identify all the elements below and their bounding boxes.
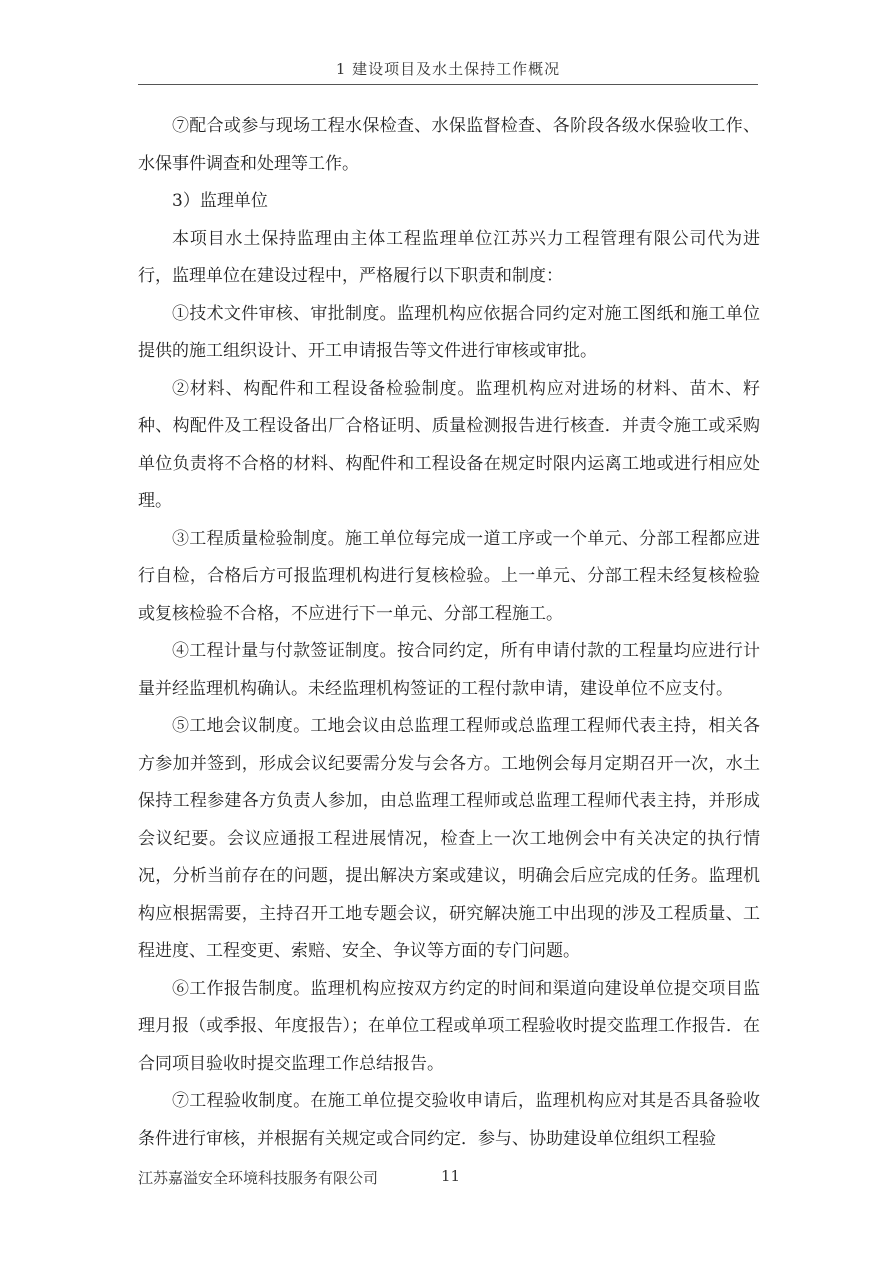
page-header: 1 建设项目及水土保持工作概况 <box>335 60 561 78</box>
footer-company: 江苏嘉溢安全环境科技服务有限公司 <box>138 1169 379 1187</box>
body-text <box>138 108 760 1158</box>
paragraph-payment-certification: ④工程计量与付款签证制度。按合同约定，所有申请付款的工程量均应进行计量并经监理机构确认。未经监理机构签证的工程付款申请，建设单位不应支付。 <box>138 641 760 699</box>
paragraph-work-reports: ⑥工作报告制度。监理机构应按双方约定的时间和渠道向建设单位提交项目监理月报（或季报、年度报告）；在单位工程或单项工程验收时提交监理工作报告．在合同项目验收时提交监理工作总结报告。 <box>138 978 760 1074</box>
paragraph-assist-inspection: ⑦配合或参与现场工程水保检查、水保监督检查、各阶段各级水保验收工作、水保事件调查和处理等工作。 <box>138 116 760 174</box>
paragraph-document-review: ①技术文件审核、审批制度。监理机构应依据合同约定对施工图纸和施工单位提供的施工组织设计、开工申请报告等文件进行审核或审批。 <box>138 303 760 361</box>
page-number: 11 <box>441 1167 461 1185</box>
paragraph-supervision-intro: 本项目水土保持监理由主体工程监理单位江苏兴力工程管理有限公司代为进行，监理单位在建设过程中，严格履行以下职责和制度： <box>138 228 760 286</box>
paragraph-heading-supervision-unit: 3）监理单位 <box>172 191 268 211</box>
paragraph-quality-inspection: ③工程质量检验制度。施工单位每完成一道工序或一个单元、分部工程都应进行自检，合格后方可报监理机构进行复核检验。上一单元、分部工程未经复核检验或复核检验不合格，不应进行下一单元、分部工程施工。 <box>138 528 760 624</box>
paragraph-material-inspection: ②材料、构配件和工程设备检验制度。监理机构应对进场的材料、苗木、籽种、构配件及工程设备出厂合格证明、质量检测报告进行核查．并责令施工或采购单位负责将不合格的材料、构配件和工程设备在规定时限内运离工地或进行相应处理。 <box>138 378 760 511</box>
paragraph-site-meetings: ⑤工地会议制度。工地会议由总监理工程师或总监理工程师代表主持，相关各方参加并签到，形成会议纪要需分发与会各方。工地例会每月定期召开一次，水土保持工程参建各方负责人参加，由总监理工程师或总监理工程师代表主持，并形成会议纪要。会议应通报工程进展情况，检查上一次工地例会中有关决定的执行情况，分析当前存在的问题，提出解决方案或建议，明确会后应完成的任务。监理机构应根据需要，主持召开工地专题会议，研究解决施工中出现的涉及工程质量、工程进度、工程变更、索赔、安全、争议等方面的专门问题。 <box>138 716 760 961</box>
header-divider <box>138 84 758 85</box>
paragraph-acceptance: ⑦工程验收制度。在施工单位提交验收申请后，监理机构应对其是否具备验收条件进行审核，并根据有关规定或合同约定．参与、协助建设单位组织工程验 <box>138 1091 760 1149</box>
page-footer <box>138 1167 538 1188</box>
